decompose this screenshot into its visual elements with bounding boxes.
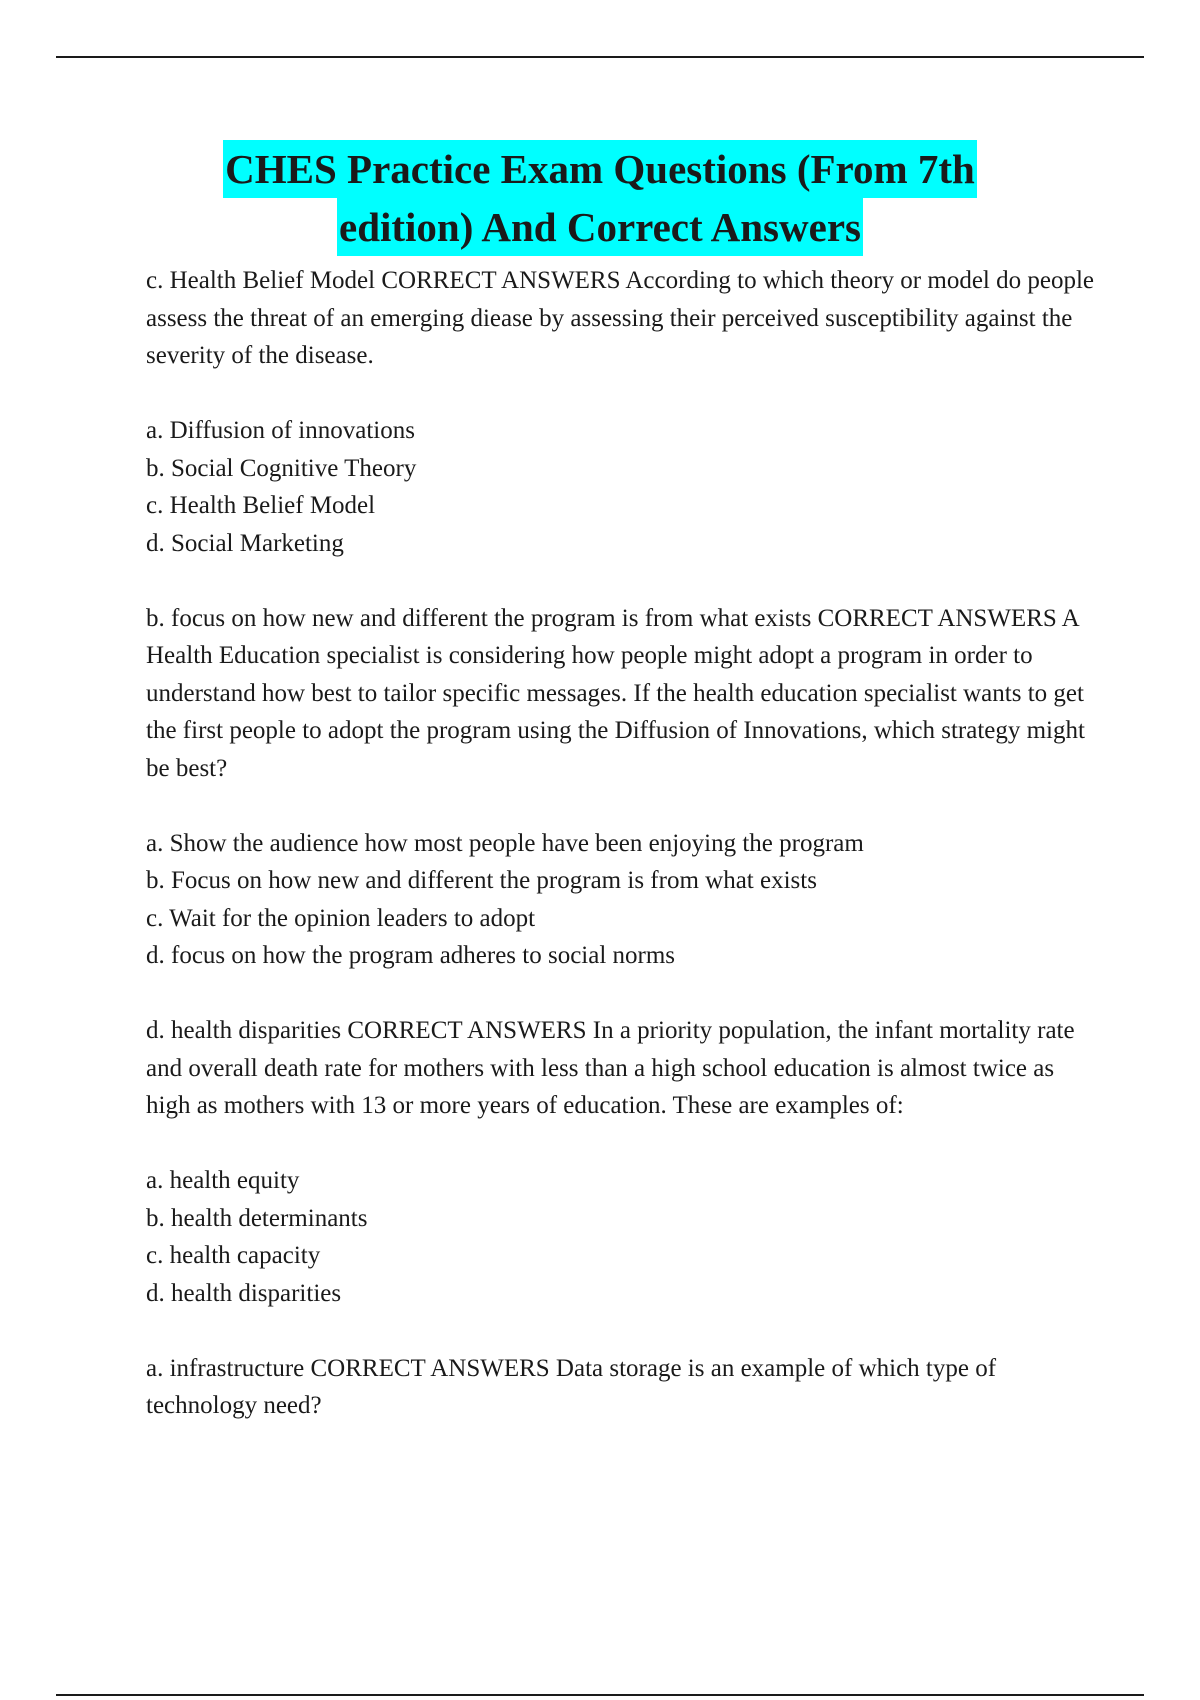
option-item: c. Wait for the opinion leaders to adopt [146, 904, 536, 932]
answer-options [146, 1162, 1096, 1312]
title-line-2: edition) And Correct Answers [337, 198, 863, 256]
option-item: c. health capacity [146, 1242, 321, 1269]
option-item: d. health disparities [146, 1279, 342, 1307]
option-item: a. Diffusion of innovations [146, 417, 415, 444]
option-item: b. health determinants [146, 1204, 368, 1232]
title-line-1: CHES Practice Exam Questions (From 7th [223, 140, 977, 198]
option-item: c. Health Belief Model [146, 492, 376, 519]
question-answer-text: d. health disparities CORRECT ANSWERS In a priority population, the infant mortality rate and overall death rate for mothers with less than a high school education is almost twice as high as mothers with 13 or more years of education. These are examples of: [146, 1017, 1075, 1119]
option-item: a. health equity [146, 1167, 300, 1194]
question-answer-text: a. infrastructure CORRECT ANSWERS Data storage is an example of which type of technology need? [146, 1354, 997, 1419]
option-item: d. focus on how the program adheres to social norms [146, 942, 676, 969]
option-item: d. Social Marketing [146, 529, 344, 557]
header-rule [56, 56, 1144, 58]
question-answer-text: b. focus on how new and different the program is from what exists CORRECT ANSWERS A Health Education specialist is considering how people might adopt a program in order to understand how best to tailor specific messages. If the health education specialist wants to get the first people to adopt the program using the Diffusion of Innovations, which strategy might be best? [146, 604, 1085, 782]
answer-options [146, 825, 1096, 975]
document-title [60, 140, 1140, 256]
footer-rule [56, 1694, 1144, 1696]
document-body [146, 262, 1096, 1462]
question-answer-text: c. Health Belief Model CORRECT ANSWERS According to which theory or model do people assess the threat of an emerging diease by assessing their perceived susceptibility against the severity of the disease. [146, 267, 1095, 369]
option-item: b. Focus on how new and different the program is from what exists [146, 867, 817, 894]
option-item: b. Social Cognitive Theory [146, 454, 417, 482]
answer-options [146, 412, 1096, 562]
option-item: a. Show the audience how most people have been enjoying the program [146, 829, 864, 857]
